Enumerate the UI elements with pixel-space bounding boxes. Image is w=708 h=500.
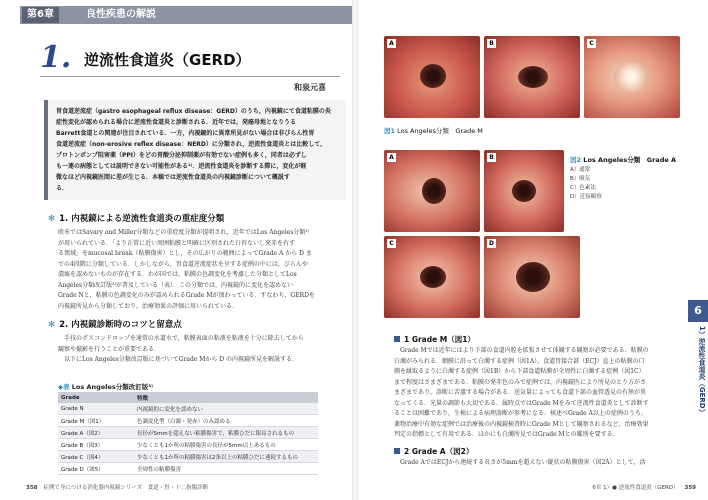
body-line: ることは困難であり，生検による病理診断が参考になる．核述べGrade A以上の症例のうち， — [394, 410, 647, 417]
abstract-line: Barrett食道との関連が注目されている．一方，内視鏡的に異常所見がない場合は非びらん性胃 — [56, 130, 315, 137]
chapter-side-tab: 6 — [688, 300, 708, 322]
table-caption-text: Los Angeles分類改訂版³⁾ — [71, 383, 153, 391]
body-line: 潰瘍を認めないものが存在する．わが国では，粘膜の色調変化を考慮した分類としてLos — [58, 271, 297, 278]
body-line: が用いられている．「より正常に近い周囲粘膜と明確に区別された白苔ないし発赤を有す — [58, 239, 296, 247]
legend-item: C）色素法 — [570, 185, 596, 191]
body-line: 内視鏡所見から分類しており，治療効果の評価に用いられている． — [58, 302, 239, 310]
body-line: 薬物治療中有効な症例では治療後の内視鏡検査時にGrade Mとして観察されるなど，治療効果 — [394, 420, 649, 428]
left-page — [0, 0, 352, 500]
body-line: での4段階に分類している．しかしながら，胃食道逆流症状を呈する症例の中には，びらんや — [58, 260, 308, 268]
body-line: Angeles分類改訂版³⁾が普及している（表）．この分類では，内視鏡的に変化を認めない — [58, 281, 294, 289]
square-bullet-icon — [394, 336, 400, 342]
photo-label: D — [487, 239, 496, 248]
table-cell: 少なくとも1か所の粘膜傷害の長径が5mm以上あるもの — [134, 439, 318, 451]
heading-grade-a — [394, 446, 473, 457]
body-line: Grade Mでは近年にはより下部の食道内腔を拡張させて体観する観察が必要である．粘膜の — [394, 347, 649, 354]
body-paragraph-2 — [58, 334, 340, 366]
endoscopy-photo-2c — [384, 236, 480, 318]
footer-left — [26, 483, 208, 491]
footer-right — [592, 483, 696, 491]
body-line: Grade AではECJから連続する長さが5mmを超えない縦状の粘膜傷害（図2A）として，活 — [394, 459, 646, 466]
snowflake-icon: ✻ — [48, 320, 56, 330]
photo-label: C — [387, 239, 396, 248]
heading-text: 1. 内視鏡による逆流性食道炎の重症度分類 — [59, 214, 225, 224]
chapter-side-label: 1）逆流性食道炎（GERD） — [698, 326, 706, 416]
abstract-line: 微なほど内視鏡医間に差が生じる．本稿では逆流性食道炎の内視鏡診断について概説す — [56, 174, 290, 181]
body-line: 以下にLos Angeles分類改訂版に基づいてGrade Mから D の内視鏡所見を解説する． — [58, 356, 299, 363]
body-line: 白濁がみられる．網膜に沿って白濁する症例（図1A），食道胃接合部（ECJ）直上の粘膜の口 — [394, 357, 645, 365]
table-cell: 内視鏡的に変化を認めない — [134, 403, 318, 415]
table-caption — [58, 382, 153, 391]
photo-label: B — [487, 153, 496, 162]
figure-2-caption — [570, 155, 676, 164]
footer-series-title: 症例で身につける消化器内視鏡シリーズ 食道・胃・十二指腸診断 — [43, 485, 209, 491]
table-cell: 色調変化型（白濁・発赤）のみ認める — [134, 415, 318, 427]
abstract-line: 症性変化が認められる場合に逆流性食道炎と診断される．近年では，発癌母地となりうる — [56, 119, 297, 126]
heading-severity-classification — [48, 212, 224, 224]
table-cell: Grade B（図3） — [58, 439, 134, 451]
photo-label: C — [587, 39, 596, 48]
table-row — [58, 439, 318, 451]
table-row — [58, 451, 318, 463]
page-number: 359 — [684, 485, 696, 491]
table-row — [58, 415, 318, 427]
table-row — [58, 427, 318, 439]
table-cell: Grade M（図1） — [58, 415, 134, 427]
la-classification-table — [58, 392, 318, 475]
legend-item: D）近接観察 — [570, 194, 602, 200]
abstract-line: も一連の病態としては説明できない可能性がある¹⁾．逆流性食道炎を診断する際に，変化が軽 — [56, 163, 307, 170]
legend-item: B）吸気 — [570, 176, 591, 182]
footer-section-title: 6章 1）● 逆流性食道炎（GERD） — [592, 485, 679, 491]
table-header-row — [58, 392, 318, 403]
heading-diagnosis-tips — [48, 318, 182, 330]
lumen-shape — [516, 262, 550, 292]
table-cell: 長径が5mmを超えない粘膜傷害で，粘膜ひだに限局されるもの — [134, 427, 318, 439]
table-cell: Grade A（図2） — [58, 427, 134, 439]
body-line: 判定の指標として有用である．ほかにも白濁所見ではGrade Mとの鑑別を要する． — [394, 431, 619, 438]
table-cell: 全周性の粘膜傷害 — [134, 463, 318, 475]
table-header: 特徴 — [134, 392, 318, 403]
abstract-line: 食道逆流症（non-erosive reflex disease：NERD）に分類され，逆流性食道炎とは比較して， — [56, 141, 327, 148]
abstract-line: る． — [56, 185, 69, 192]
photo-label: A — [387, 153, 396, 162]
grade-a-text — [394, 458, 679, 469]
lumen-shape — [422, 178, 446, 204]
table-mark: ◆表 — [58, 383, 70, 391]
abstract-box — [44, 100, 346, 200]
chapter-title: 良性疾患の解説 — [86, 9, 156, 20]
figure-mark: 図2 — [570, 156, 582, 164]
body-line: 欧米ではSavary and Miller分類などの重症度分類が提唱され，近年ではLos Angeles分類¹⁾ — [58, 229, 310, 236]
heading-text: 1 Grade M（図1） — [404, 335, 475, 344]
right-page — [358, 0, 708, 500]
heading-text: 2. 内視鏡診断時のコツと留意点 — [59, 320, 182, 330]
section-number: 1. — [40, 40, 72, 75]
abstract-line: プロトンポンプ阻害薬（PPI）をどの胃酸分泌抑制薬が有効でない症例も多く，同者は必ずし — [56, 152, 307, 159]
body-line: 観察や撮影を行うことが重要である． — [58, 345, 161, 353]
table-header: Grade — [58, 392, 134, 403]
endoscopy-photo-1a — [384, 36, 480, 118]
body-paragraph-1 — [58, 228, 340, 312]
snowflake-icon: ✻ — [48, 214, 56, 224]
body-line: まざまであり，診断に苦慮する場合がある．送気量によっても食道下部の血管透見の有無が異 — [394, 389, 647, 396]
lumen-shape — [420, 266, 446, 288]
body-line: 側を縁取るように白濁する症例（図1B）から下部食道粘膜が全周性に白濁する症例（図1C） — [394, 368, 645, 375]
lumen-shape — [518, 66, 548, 88]
legend-item: A）通常 — [570, 167, 591, 173]
endoscopy-photo-2b — [484, 150, 564, 232]
lumen-shape — [420, 64, 446, 88]
grade-m-text — [394, 346, 679, 441]
square-bullet-icon — [394, 448, 400, 454]
title-rule — [40, 76, 340, 77]
lumen-shape — [512, 180, 536, 202]
table-row — [58, 403, 318, 415]
chapter-header-bar — [20, 6, 352, 24]
author-name: 和泉元喜 — [294, 83, 326, 92]
body-line: なってくる．光量の調節も大切である．属時点ではGrade Mをみて逆流性食道炎として診断す — [394, 399, 649, 407]
photo-label: B — [487, 39, 496, 48]
table-cell: Grade N — [58, 403, 134, 415]
body-line: Grade Nと，粘膜の色調変化のみが認められるGrade Mが加わっている．すなわち，GERDを — [58, 292, 315, 299]
figure-1-caption — [384, 126, 483, 135]
abstract-line: 胃食道逆流症（gastro esophageal reflux disease：GERD）のうち，内視鏡にて食道粘膜の炎 — [56, 108, 331, 115]
table-row — [58, 463, 318, 475]
heading-text: 2 Grade A（図2） — [404, 447, 474, 456]
endoscopy-photo-1c — [584, 36, 680, 118]
figure-caption-text: Los Angeles分類 Grade M — [397, 127, 483, 135]
endoscopy-photo-1b — [484, 36, 580, 118]
heading-grade-m — [394, 334, 475, 345]
table-cell: Grade D（図5） — [58, 463, 134, 475]
page-number: 358 — [26, 485, 38, 491]
figure-2-legend — [570, 166, 602, 202]
whitish-mucosa — [614, 62, 648, 92]
body-line: る領域」をmucosal break（粘膜傷害）とし，その広がりの範囲によってGrade A から D ま — [58, 250, 312, 257]
figure-mark: 図1 — [384, 127, 396, 135]
figure-caption-text: Los Angeles分類 Grade A — [583, 156, 677, 164]
endoscopy-photo-2d — [484, 236, 580, 318]
body-line: 手技のポスコンドロップを通常の水道水で，粘膜表面の粘液を粘液を十分に除去してから — [58, 335, 304, 342]
body-line: まで程度はさまざまである．粘膜の発赤色のみで症例では，内視鏡医により所見のとり方がさ — [394, 378, 647, 386]
endoscopy-photo-2a — [384, 150, 480, 232]
table-cell: 少なくとも1か所の粘膜傷害は2条以上の粘膜ひだに連続するもの — [134, 451, 318, 463]
photo-label: A — [387, 39, 396, 48]
chapter-tag: 第6章 — [22, 7, 59, 23]
table-cell: Grade C（図4） — [58, 451, 134, 463]
section-title: 逆流性食道炎（GERD） — [84, 51, 251, 69]
